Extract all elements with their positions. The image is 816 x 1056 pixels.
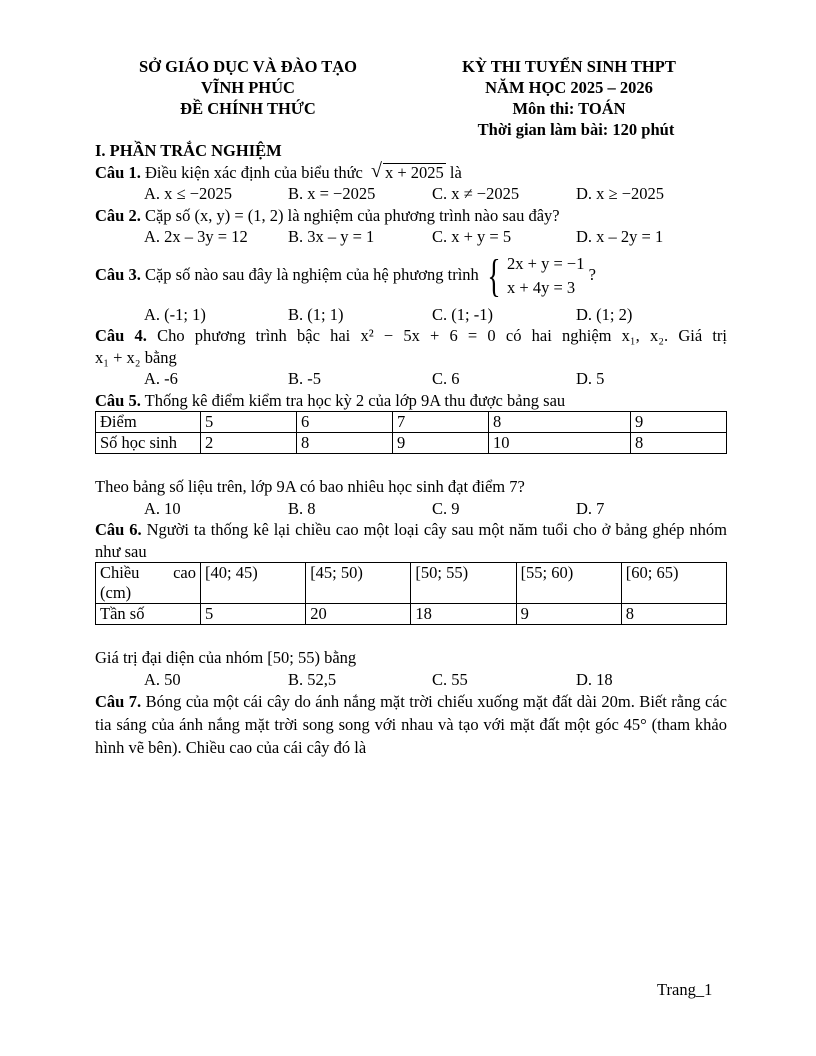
option-c: C. x ≠ −2025 <box>432 184 520 203</box>
table-cell: Chiều cao (cm) <box>96 563 201 604</box>
option-a: A. -6 <box>144 369 178 388</box>
table-row <box>96 412 727 433</box>
roots: x₁, x₂ <box>621 326 664 345</box>
question-label: Câu 5. <box>95 390 141 410</box>
header-left <box>100 56 396 119</box>
option-a: A. 2x – 3y = 12 <box>144 227 248 246</box>
table-cell: 18 <box>411 604 516 625</box>
question-text: Điều kiện xác định của biểu thức <box>144 162 363 182</box>
option-a: A. 50 <box>144 669 181 689</box>
option-a: A. x ≤ −2025 <box>144 184 233 203</box>
options-3 <box>95 304 727 326</box>
table-cell: [60; 65) <box>621 563 726 604</box>
options-2 <box>95 226 727 248</box>
table-cell: 10 <box>489 433 631 454</box>
question-3 <box>95 249 727 301</box>
question-text-2: có hai nghiệm <box>505 326 612 345</box>
exam-body <box>95 140 727 759</box>
radical-sign-icon: √ <box>370 159 382 182</box>
page-number: Trang_1 <box>657 980 713 999</box>
height-table <box>95 562 727 625</box>
table-cell: 2 <box>201 433 297 454</box>
question-text: Cặp số (x, y) = (1, 2) là nghiệm của phương trình nào sau đây? <box>144 205 560 225</box>
options-4 <box>95 368 727 390</box>
option-d: D. 18 <box>576 669 613 689</box>
table-row <box>96 433 727 454</box>
question-label: Câu 4. <box>95 326 147 345</box>
table-cell: [40; 45) <box>201 563 306 604</box>
question-text-4: bằng <box>144 347 177 367</box>
sqrt-expression <box>370 159 446 184</box>
question-tail: ? <box>588 264 596 284</box>
school-year: NĂM HỌC 2025 – 2026 <box>485 78 653 97</box>
question-label: Câu 1. <box>95 162 141 182</box>
table-row <box>96 604 727 625</box>
question-2 <box>95 205 727 227</box>
table-cell: 8 <box>297 433 393 454</box>
option-b: B. x = −2025 <box>288 184 376 203</box>
table-cell: 9 <box>393 433 489 454</box>
option-b: B. 8 <box>288 498 316 518</box>
table-cell: 6 <box>297 412 393 433</box>
table-cell: 5 <box>201 604 306 625</box>
question-text-3: . Giá trị <box>664 326 727 345</box>
question-text: Thống kê điểm kiểm tra học kỳ 2 của lớp 9A thu được bảng sau <box>144 390 566 410</box>
option-c: C. 9 <box>432 498 460 518</box>
question-5-ask: Theo bảng số liệu trên, lớp 9A có bao nhiêu học sinh đạt điểm 7? <box>95 477 525 496</box>
option-c: C. (1; -1) <box>432 304 493 324</box>
options-1 <box>95 183 727 205</box>
table-cell: [55; 60) <box>516 563 621 604</box>
question-label: Câu 7. <box>95 692 142 711</box>
question-7 <box>95 690 727 759</box>
question-5 <box>95 390 727 412</box>
question-text: Cặp số nào sau đây là nghiệm của hệ phương trình <box>144 264 479 284</box>
department-name: SỞ GIÁO DỤC VÀ ĐÀO TẠO <box>138 57 358 76</box>
option-d: D. x ≥ −2025 <box>576 184 665 203</box>
table-cell: 9 <box>630 412 726 433</box>
question-4-cont <box>95 347 727 369</box>
option-d: D. (1; 2) <box>576 304 633 324</box>
option-b: B. 3x – y = 1 <box>288 227 375 246</box>
question-label: Câu 6. <box>95 520 142 539</box>
table-cell: 8 <box>630 433 726 454</box>
quadratic-equation: x² − 5x + 6 = 0 <box>360 326 496 345</box>
option-d: D. x – 2y = 1 <box>576 227 664 246</box>
option-b: B. (1; 1) <box>288 304 344 324</box>
table-cell: Số học sinh <box>96 433 201 454</box>
option-d: D. 5 <box>576 369 605 388</box>
option-c: C. 55 <box>432 669 468 689</box>
header-right <box>430 56 708 140</box>
options-6 <box>95 669 727 691</box>
equation-2: x + 4y = 3 <box>507 277 576 297</box>
question-text: Cho phương trình bậc hai <box>157 326 351 345</box>
options-5 <box>95 498 727 520</box>
official-label: ĐỀ CHÍNH THỨC <box>180 99 316 118</box>
table-cell: [45; 50) <box>306 563 411 604</box>
table-cell: 8 <box>489 412 631 433</box>
question-label: Câu 3. <box>95 264 141 284</box>
question-6 <box>95 519 727 562</box>
brace-icon: { <box>487 249 501 301</box>
option-c: C. 6 <box>432 369 460 388</box>
section-title: I. PHẦN TRẮC NGHIỆM <box>95 141 282 160</box>
table-cell: [50; 55) <box>411 563 516 604</box>
radicand: x + 2025 <box>384 162 444 182</box>
table-cell: 5 <box>201 412 297 433</box>
question-text: Người ta thống kê lại chiều cao một loại cây sau một năm tuổi cho ở bảng ghép nhóm như sau <box>95 520 728 561</box>
time-limit: Thời gian làm bài: 120 phút <box>477 120 675 139</box>
table-cell: 7 <box>393 412 489 433</box>
equation-system <box>483 249 585 301</box>
option-b: B. 52,5 <box>288 669 337 689</box>
table-cell: Điểm <box>96 412 201 433</box>
table-cell: 20 <box>306 604 411 625</box>
table-cell: 9 <box>516 604 621 625</box>
question-text: Bóng của một cái cây do ánh nắng mặt trời chiếu xuống mặt đất dài 20m. Biết rằng các tia sáng của ánh nắng mặt trời song song với nhau và tạo với mặt đất một góc 45° (tham khảo hình vẽ bên). Chiều cao của cái cây đó là <box>95 692 727 757</box>
option-b: B. -5 <box>288 369 321 388</box>
question-4 <box>95 325 727 347</box>
question-6-ask: Giá trị đại diện của nhóm [50; 55) bằng <box>95 648 357 667</box>
roots-sum: x₁ + x₂ <box>95 347 141 367</box>
question-tail: là <box>449 162 462 182</box>
option-a: A. 10 <box>144 498 181 518</box>
option-a: A. (-1; 1) <box>144 304 206 324</box>
exam-name: KỲ THI TUYỂN SINH THPT <box>462 57 676 76</box>
subject: Môn thi: TOÁN <box>512 99 626 118</box>
equation-1: 2x + y = −1 <box>507 253 585 273</box>
option-d: D. 7 <box>576 498 605 518</box>
table-cell: Tần số <box>96 604 201 625</box>
question-label: Câu 2. <box>95 205 141 225</box>
table-cell: 8 <box>621 604 726 625</box>
score-table <box>95 411 727 454</box>
table-row <box>96 563 727 604</box>
province-name: VĨNH PHÚC <box>201 78 295 97</box>
option-c: C. x + y = 5 <box>432 227 512 246</box>
question-1 <box>95 159 727 184</box>
